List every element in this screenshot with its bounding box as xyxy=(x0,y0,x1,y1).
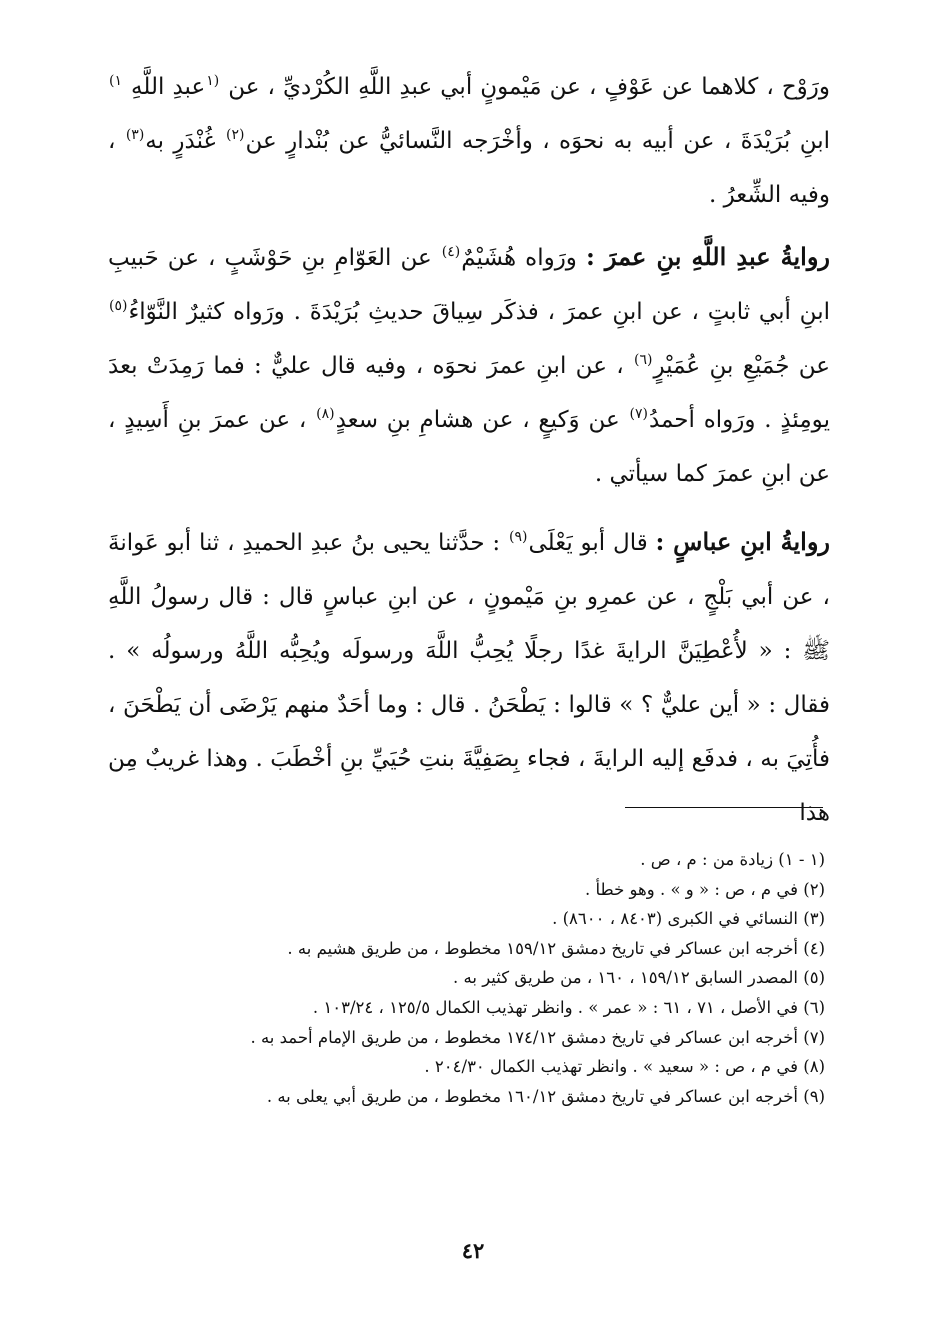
footnote-ref: (٣) xyxy=(125,127,145,143)
footnote-item: (٨) في م ، ص : « سعيد » . وانظر تهذيب الكمال ٢٠٤/٣٠ . xyxy=(424,1057,825,1077)
text-segment: ابنِ بُرَيْدَةَ ، عن أبيه به نحوَه ، وأخْرَجه النَّسائيُّ عن بُنْدارٍ عن xyxy=(245,128,830,154)
text-segment: عن جُمَيْعِ بنِ عُمَيْرٍ xyxy=(653,353,830,379)
text-segment: عبدِ اللَّهِ xyxy=(123,74,206,100)
footnote-ref: (٢) xyxy=(225,127,245,143)
section-heading-ibn-umar: روايةُ عبدِ اللَّهِ بنِ عمرَ : xyxy=(585,242,831,271)
footnote-item: (٤) أخرجه ابن عساكر في تاريخ دمشق ١٥٩/١٢ مخطوط ، من طريق هشيم به . xyxy=(287,938,825,958)
footnote-item: (٦) في الأصل ، ٧١ ، ٦١ : « عمر » . وانظر تهذيب الكمال ١٢٥/٥ ، ١٠٣/٢٤ . xyxy=(312,997,825,1017)
text-segment: عن وَكيعٍ ، عن هشامِ بنِ سعدٍ xyxy=(335,407,629,433)
text-segment: ، عن ابنِ عمرَ نحوَه ، وفيه قال عليٌّ : فما رَمِدَتْ بعدَ يومِئذٍ . ورَواه أحمدُ xyxy=(108,353,830,433)
text-segment: ، عن عمرَ بنِ أَسِيدٍ ، عن ابنِ عمرَ كما سيأتي . xyxy=(108,407,830,487)
footnote-item: (١ - ١) زيادة من : م ، ص . xyxy=(640,850,825,869)
paragraph-ibn-umar xyxy=(108,230,830,501)
paragraph-narrations-awf xyxy=(108,60,830,222)
text-segment: عن العَوّامِ بنِ حَوْشَبٍ ، عن حَبيبِ ابنِ أبي ثابتٍ ، عن ابنِ عمرَ ، فذكَر سِياقَ حديثِ بُرَيْدَةَ . ورَواه كثيرٌ النَّوّاءُ xyxy=(108,245,830,325)
footnote-ref: (٦) xyxy=(634,352,653,368)
footnote-ref: (٧) xyxy=(629,406,648,422)
paragraph-ibn-abbas xyxy=(108,515,830,840)
text-segment: : حدَّثنا يحيى بنُ عبدِ الحميدِ ، ثنا أبو عَوانةَ ، عن أبي بَلْجٍ ، عن عمرِو بنِ مَيْمونٍ ، عن ابنِ عباسٍ قال : قال رسولُ اللَّهِ ﷺ : « لأُعْطِيَنَّ الرايةَ غدًا رجلًا يُحِبُّ اللَّهَ ورسولَه ويُحِبُّه اللَّهُ ورسولُه » . فقال : « أين عليٌّ ؟ » قالوا : يَطْحَنُ . قال : وما أحَدٌ منهم يَرْضَى أن يَطْحَنَ ، فأُتِيَ به ، فدفَع إليه الرايةَ ، فجاء بِصَفِيَّةَ بنتِ حُيَيِّ بنِ أخْطَبَ . وهذا غريبٌ مِن هذا xyxy=(108,530,830,826)
text-segment: غُنْدَرٍ به xyxy=(145,128,225,154)
section-heading-ibn-abbas: روايةُ ابنِ عباسٍ : xyxy=(655,527,831,556)
page-number: ٤٢ xyxy=(461,1238,485,1263)
footnotes-list xyxy=(150,845,825,1111)
text-segment: ، وفيه الشِّعرُ . xyxy=(108,128,830,208)
text-segment: ورَواه هُشَيْمٌ xyxy=(461,245,586,271)
footnote-ref: (٨) xyxy=(316,406,335,422)
footnote-item: (٥) المصدر السابق ١٥٩/١٢ ، ١٦٠ ، من طريق كثير به . xyxy=(453,968,825,988)
footnote-ref: (٤) xyxy=(441,244,461,260)
text-segment: ورَوْح ، كلاهما عن عَوْفٍ ، عن مَيْمونٍ أبي عبدِ اللَّهِ الكُرْديِّ ، عن xyxy=(220,74,830,100)
footnote-ref: (٥) xyxy=(109,298,128,314)
footnote-item: (٩) أخرجه ابن عساكر في تاريخ دمشق ١٦٠/١٢ مخطوط ، من طريق أبي يعلى به . xyxy=(266,1086,825,1106)
footnote-separator xyxy=(625,807,823,808)
footnote-item: (٣) النسائي في الكبرى (٨٤٠٣ ، ٨٦٠٠) . xyxy=(552,909,825,929)
footnote-ref: (٩) xyxy=(508,529,528,545)
footnote-item: (٢) في م ، ص : « و » . وهو خطأ . xyxy=(585,879,825,899)
footnote-ref: (١ xyxy=(206,73,220,89)
footnote-item: (٧) أخرجه ابن عساكر في تاريخ دمشق ١٧٤/١٢ مخطوط ، من طريق الإمام أحمد به . xyxy=(250,1027,825,1047)
main-text xyxy=(108,60,830,854)
footnote-ref: ١) xyxy=(109,73,122,89)
text-segment: قال أبو يَعْلَى xyxy=(528,530,656,556)
